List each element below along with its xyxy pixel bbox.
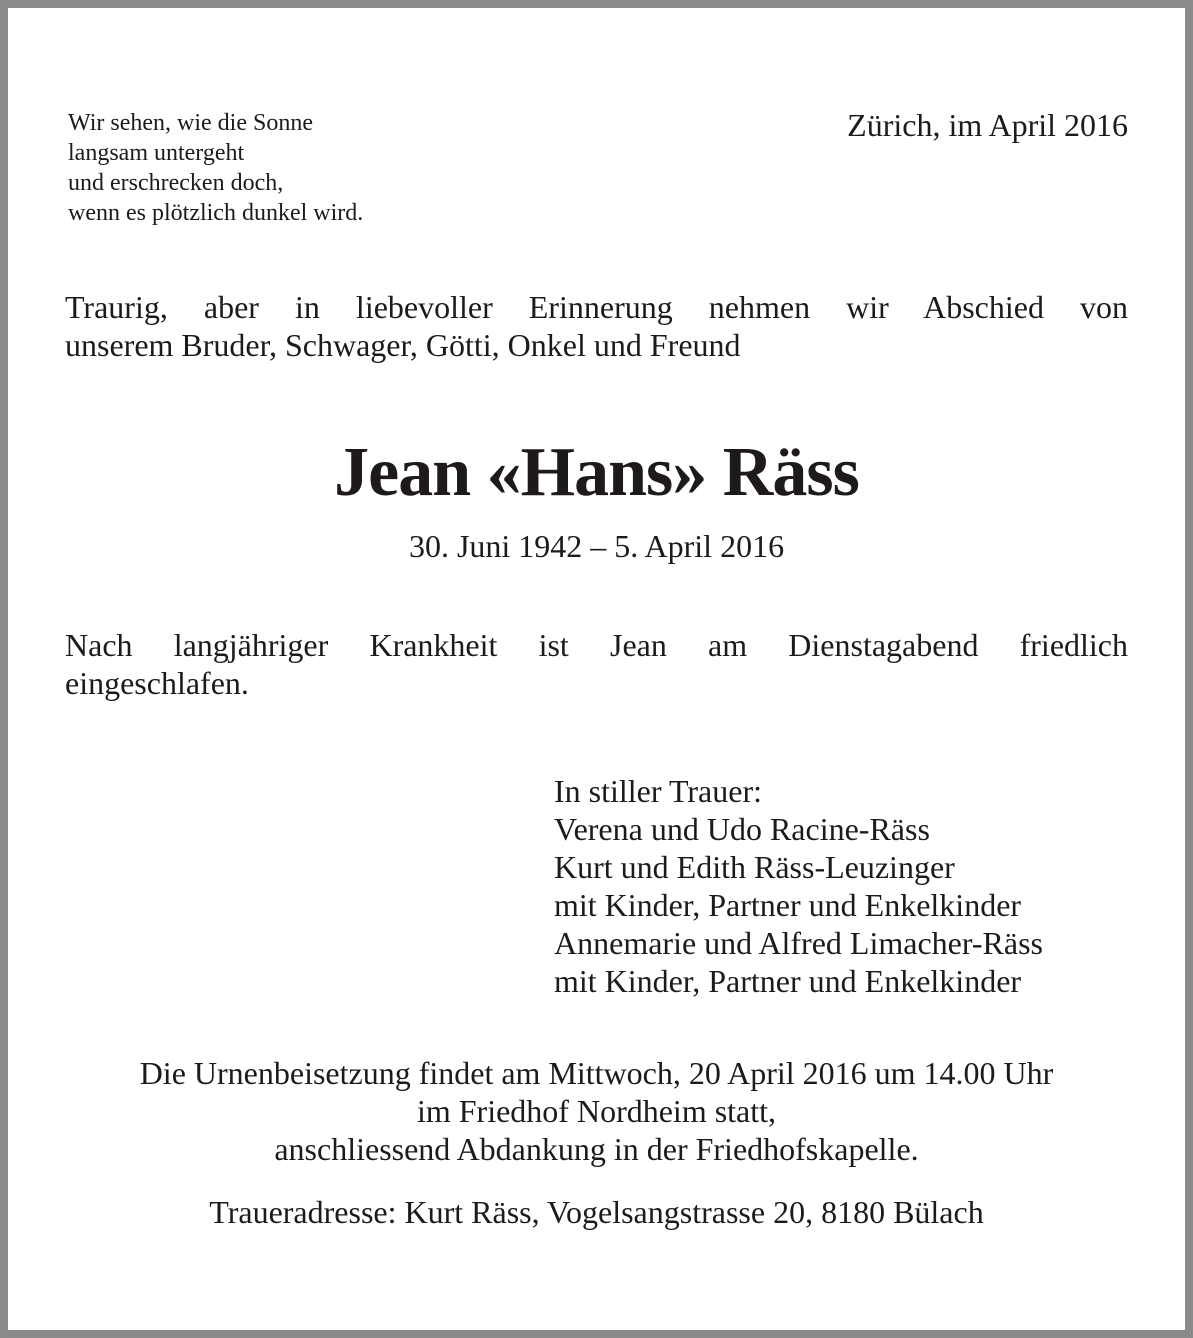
deceased-name: Jean «Hans» Räss xyxy=(334,434,859,511)
life-dates: 30. Juni 1942 – 5. April 2016 xyxy=(408,528,785,564)
obituary-notice xyxy=(8,8,1185,1330)
mourner-line: Kurt und Edith Räss-Leuzinger xyxy=(554,849,955,885)
mourner-line: mit Kinder, Partner und Enkelkinder xyxy=(554,887,1022,923)
passing-line: Nach langjähriger Krankheit ist Jean am Dienstagabend friedlich xyxy=(65,627,1128,663)
mourner-line: Annemarie und Alfred Limacher-Räss xyxy=(554,925,1043,961)
poem-line: Wir sehen, wie die Sonne xyxy=(68,110,313,136)
ceremony-line: im Friedhof Nordheim statt, xyxy=(416,1093,777,1129)
mourners-heading: In stiller Trauer: xyxy=(554,773,762,809)
passing-paragraph xyxy=(65,626,1128,702)
ceremony-line: Die Urnenbeisetzung findet am Mittwoch, 20 April 2016 um 14.00 Uhr xyxy=(139,1055,1054,1091)
place-date: Zürich, im April 2016 xyxy=(847,107,1128,143)
ceremony-info xyxy=(8,1054,1185,1168)
poem-line: und erschrecken doch, xyxy=(68,170,284,196)
intro-paragraph xyxy=(65,288,1128,364)
mourning-address: Traueradresse: Kurt Räss, Vogelsangstrasse 20, 8180 Bülach xyxy=(209,1194,984,1230)
mourners-list xyxy=(554,772,1043,1000)
poem-line: langsam untergeht xyxy=(68,140,245,166)
intro-line: unserem Bruder, Schwager, Götti, Onkel und Freund xyxy=(65,327,741,363)
mourner-line: Verena und Udo Racine-Räss xyxy=(554,811,930,847)
poem-verse xyxy=(68,108,363,228)
mourner-line: mit Kinder, Partner und Enkelkinder xyxy=(554,963,1022,999)
passing-line: eingeschlafen. xyxy=(65,665,249,701)
poem-line: wenn es plötzlich dunkel wird. xyxy=(68,200,364,226)
intro-line: Traurig, aber in liebevoller Erinnerung nehmen wir Abschied von xyxy=(65,289,1128,325)
ceremony-line: anschliessend Abdankung in der Friedhofskapelle. xyxy=(274,1131,919,1167)
